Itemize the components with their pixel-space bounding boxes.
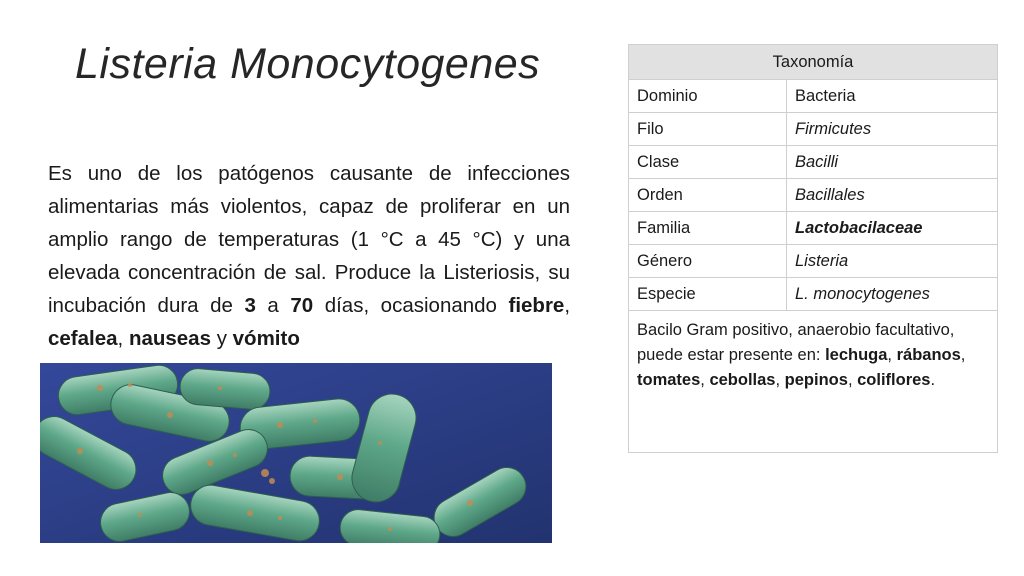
taxonomy-rank: Dominio <box>629 80 787 113</box>
symptom-nauseas: nauseas <box>128 327 211 350</box>
bacteria-micrograph <box>40 363 552 543</box>
taxonomy-rank: Familia <box>629 212 787 245</box>
taxonomy-value: Listeria <box>787 245 998 278</box>
separator: , <box>887 346 897 364</box>
food-item: lechuga <box>825 346 888 364</box>
taxonomy-header-row <box>629 45 998 80</box>
taxonomy-row <box>629 245 998 278</box>
paragraph-text: días, ocasionando <box>313 294 509 317</box>
taxonomy-description-row <box>629 311 998 453</box>
incubation-max-days: 70 <box>290 294 314 317</box>
separator: , <box>564 294 571 317</box>
taxonomy-rank: Especie <box>629 278 787 311</box>
symptom-fiebre: fiebre <box>508 294 565 317</box>
taxonomy-row <box>629 80 998 113</box>
food-item: rábanos <box>896 346 961 364</box>
taxonomy-value: Firmicutes <box>787 113 998 146</box>
taxonomy-row <box>629 146 998 179</box>
taxonomy-rank: Clase <box>629 146 787 179</box>
paragraph-text: Es uno de los patógenos causante de infecciones alimentarias más violentos, capaz de proliferar en un amplio rango de temperaturas (1 °C a 45 °C) y una elevada concentración de sal. Produce la Listeriosis, su incubación dura de <box>48 162 570 317</box>
taxonomy-row <box>629 179 998 212</box>
food-item: coliflores <box>857 371 931 389</box>
separator: , <box>700 371 710 389</box>
description-paragraph <box>48 157 570 355</box>
separator: , <box>117 327 129 350</box>
separator: y <box>211 327 233 350</box>
taxonomy-value: Bacteria <box>787 80 998 113</box>
description-intro: Bacilo Gram positivo, anaerobio facultativo, puede estar presente en: <box>637 321 955 364</box>
separator: , <box>775 371 785 389</box>
taxonomy-table <box>628 44 998 453</box>
taxonomy-rank: Filo <box>629 113 787 146</box>
taxonomy-description <box>629 311 998 453</box>
slide-title: Listeria Monocytogenes <box>75 40 541 88</box>
incubation-min-days: 3 <box>244 294 256 317</box>
taxonomy-value: Lactobacilaceae <box>787 212 998 245</box>
taxonomy-value: Bacilli <box>787 146 998 179</box>
food-item: pepinos <box>784 371 848 389</box>
taxonomy-rank: Orden <box>629 179 787 212</box>
food-item: tomates <box>637 371 701 389</box>
separator: , <box>847 371 858 389</box>
taxonomy-rank: Género <box>629 245 787 278</box>
taxonomy-value: L. monocytogenes <box>787 278 998 311</box>
taxonomy-row <box>629 278 998 311</box>
taxonomy-value: Bacillales <box>787 179 998 212</box>
micrograph-illustration <box>40 363 552 543</box>
symptom-cefalea: cefalea <box>48 327 118 350</box>
taxonomy-row <box>629 113 998 146</box>
paragraph-text: a <box>255 294 291 317</box>
symptom-vomito: vómito <box>232 327 300 350</box>
food-item: cebollas <box>709 371 776 389</box>
taxonomy-header: Taxonomía <box>629 45 998 80</box>
description-end: . <box>930 371 936 389</box>
separator: , <box>960 346 966 364</box>
taxonomy-row <box>629 212 998 245</box>
